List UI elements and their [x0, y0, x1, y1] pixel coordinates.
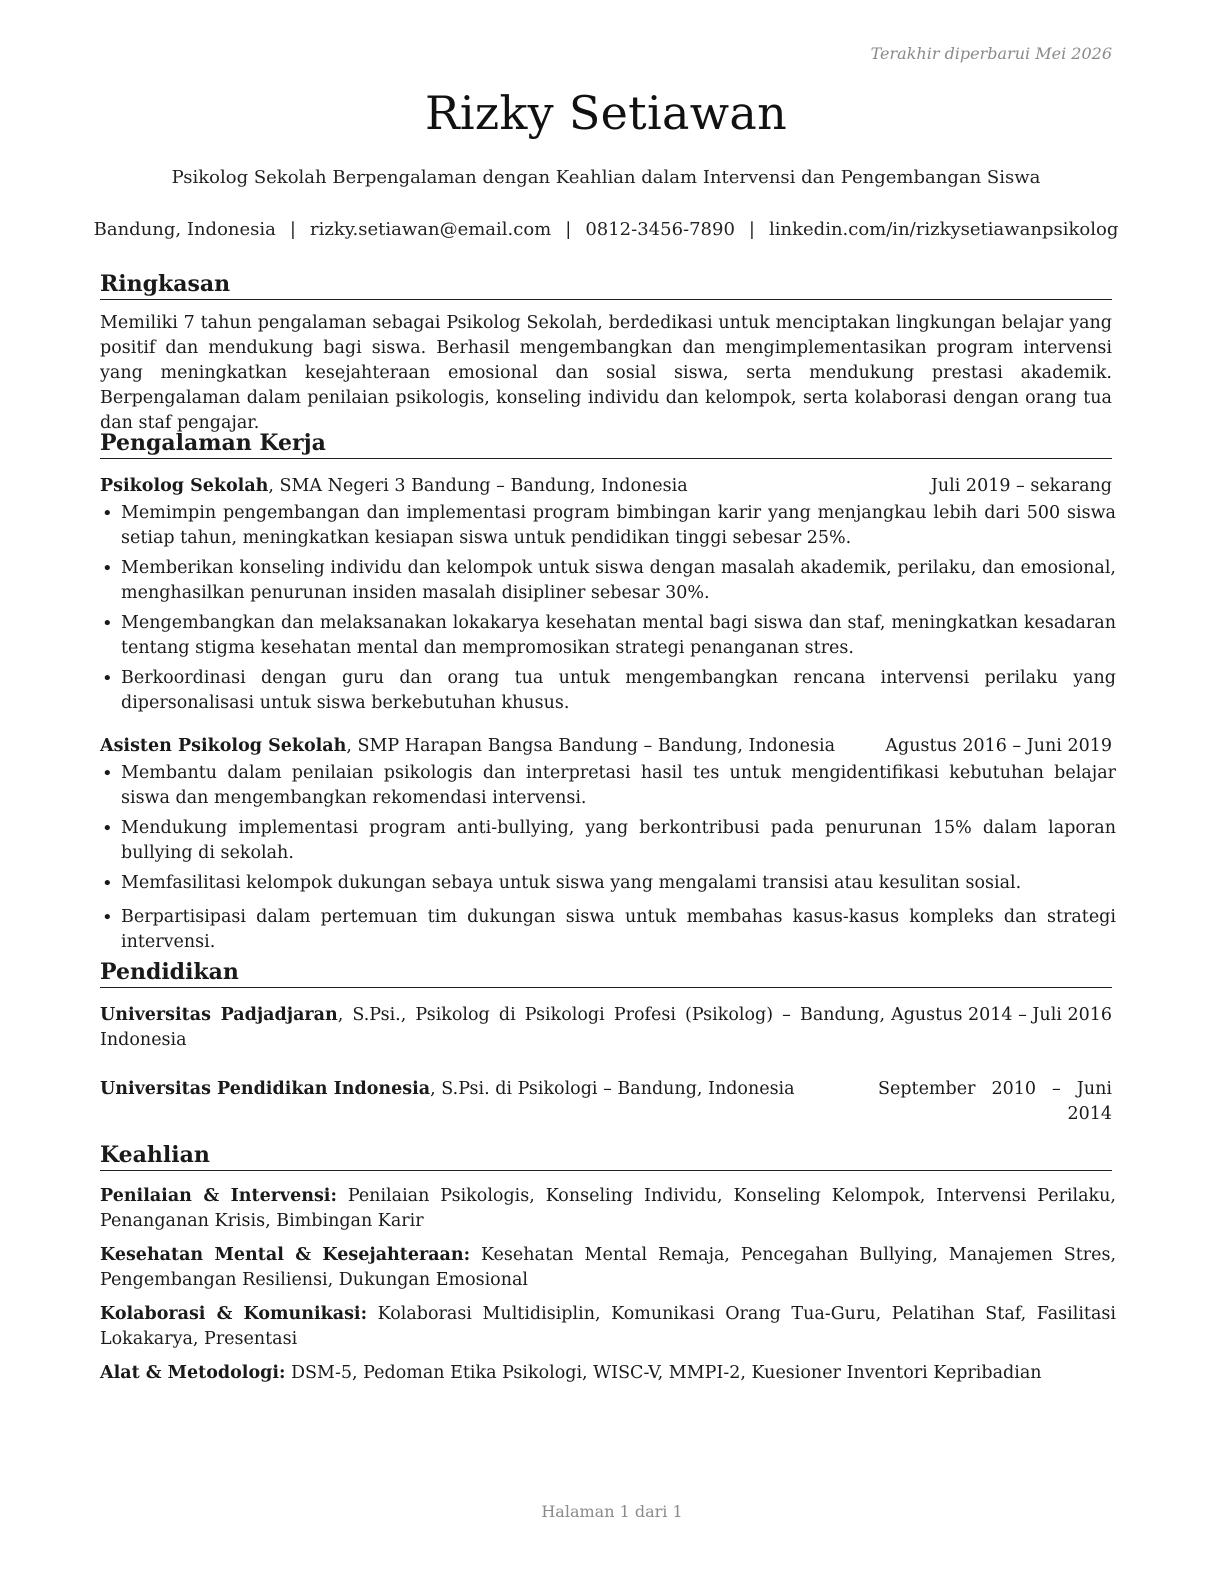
job-bullets: [100, 501, 1116, 716]
job-bullet: • Membantu dalam penilaian psikologis dan interpretasi hasil tes untuk mengidentifikasi kebutuhan belajar siswa dan mengembangkan rekomendasi intervensi.: [100, 761, 1116, 811]
education-detail: , S.Psi., Psikolog di Psikologi Profesi (Psikolog) – Bandung, Indonesia: [100, 1005, 886, 1050]
contact-phone: 0812-3456-7890: [585, 219, 735, 240]
job-org: , SMA Negeri 3 Bandung – Bandung, Indonesia: [268, 476, 688, 496]
job-header: [100, 734, 1112, 759]
contact-separator: |: [289, 219, 296, 240]
experience-section: [100, 429, 1116, 960]
skill-group-label: Alat & Metodologi:: [100, 1363, 286, 1383]
job-bullet: • Berkoordinasi dengan guru dan orang tua untuk mengembangkan rencana intervensi perilaku yang dipersonalisasi untuk siswa berkebutuhan khusus.: [100, 666, 1116, 716]
education-school: Universitas Pendidikan Indonesia: [100, 1079, 431, 1099]
page-number-footer: Halaman 1 dari 1: [541, 1502, 683, 1521]
skill-group-items: Penilaian Psikologis, Konseling Individu, Konseling Kelompok, Intervensi Perilaku, Penanganan Krisis, Bimbingan Karir: [100, 1186, 1116, 1231]
skill-group: [100, 1184, 1116, 1234]
job-bullet: • Mengembangkan dan melaksanakan lokakarya kesehatan mental bagi siswa dan staf, meningkatkan kesadaran tentang stigma kesehatan mental dan mempromosikan strategi penanganan stres.: [100, 611, 1116, 661]
headline: Psikolog Sekolah Berpengalaman dengan Keahlian dalam Intervensi dan Pengembangan Siswa: [171, 167, 1041, 188]
skill-group-items: Kesehatan Mental Remaja, Pencegahan Bullying, Manajemen Stres, Pengembangan Resiliensi, Dukungan Emosional: [100, 1245, 1117, 1290]
skill-group-label: Kolaborasi & Komunikasi:: [100, 1304, 368, 1324]
job-dates: Juli 2019 – sekarang: [930, 476, 1112, 496]
job-bullet: • Memberikan konseling individu dan kelompok untuk siswa dengan masalah akademik, perilaku, dan emosional, menghasilkan penurunan insiden masalah disipliner sebesar 30%.: [100, 556, 1116, 606]
job-bullets: [100, 761, 1116, 955]
job-dates: Agustus 2016 – Juni 2019: [885, 736, 1112, 756]
summary-section: [100, 270, 1112, 436]
skill-group-label: Kesehatan Mental & Kesejahteraan:: [100, 1245, 471, 1265]
skill-group: [100, 1302, 1116, 1352]
education-dates: Agustus 2014 – Juli 2016: [891, 1005, 1112, 1025]
job-bullet: • Berpartisipasi dalam pertemuan tim dukungan siswa untuk membahas kasus-kasus kompleks dan strategi intervensi.: [100, 905, 1116, 955]
contact-line: [92, 219, 1120, 240]
skills-section: [100, 1141, 1117, 1395]
job-bullet: • Mendukung implementasi program anti-bullying, yang berkontribusi pada penurunan 15% dalam laporan bullying di sekolah.: [100, 816, 1116, 866]
job-header: [100, 474, 1112, 499]
skill-group-items: DSM-5, Pedoman Etika Psikologi, WISC-V, MMPI-2, Kuesioner Inventori Kepribadian: [285, 1363, 1042, 1383]
skill-group-label: Penilaian & Intervensi:: [100, 1186, 337, 1206]
education-entry: [100, 1077, 1112, 1127]
last-updated-note: Terakhir diperbarui Mei 2026: [870, 44, 1112, 63]
job-role: Psikolog Sekolah: [100, 476, 269, 496]
job-bullet: • Memimpin pengembangan dan implementasi program bimbingan karir yang menjangkau lebih dari 500 siswa setiap tahun, meningkatkan kesiapan siswa untuk pendidikan tinggi sebesar 25%.: [100, 501, 1116, 551]
education-detail: , S.Psi. di Psikologi – Bandung, Indonesia: [430, 1079, 795, 1099]
job-entry: [100, 734, 1116, 955]
contact-linkedin[interactable]: linkedin.com/in/rizkysetiawanpsikolog: [769, 219, 1119, 240]
education-entry: [100, 1003, 1112, 1053]
job-role: Asisten Psikolog Sekolah: [100, 736, 347, 756]
contact-email[interactable]: rizky.setiawan@email.com: [309, 219, 552, 240]
job-bullet: • Memfasilitasi kelompok dukungan sebaya untuk siswa yang mengalami transisi atau kesulitan sosial.: [100, 871, 1116, 896]
skill-group: [100, 1243, 1116, 1293]
section-title-education: Pendidikan: [100, 958, 1112, 988]
skill-group-items: Kolaborasi Multidisiplin, Komunikasi Orang Tua-Guru, Pelatihan Staf, Fasilitasi Lokakarya, Presentasi: [100, 1304, 1116, 1349]
candidate-name: Rizky Setiawan: [424, 86, 788, 140]
section-title-summary: Ringkasan: [100, 270, 1112, 300]
section-title-experience: Pengalaman Kerja: [100, 429, 1112, 459]
contact-location: Bandung, Indonesia: [93, 219, 276, 240]
education-section: [100, 958, 1112, 1127]
skill-group: [100, 1361, 1116, 1386]
summary-text: Memiliki 7 tahun pengalaman sebagai Psikolog Sekolah, berdedikasi untuk menciptakan lingkungan belajar yang positif dan mendukung bagi siswa. Berhasil mengembangkan dan mengimplementasikan program intervensi yang meningkatkan kesejahteraan emosional dan sosial siswa, serta mendukung prestasi akademik. Berpengalaman dalam penilaian psikologis, konseling individu dan kelompok, serta kolaborasi dengan orang tua dan staf pengajar.: [100, 313, 1112, 433]
education-school: Universitas Padjadjaran: [100, 1005, 338, 1025]
education-dates: September 2010 – Juni 2014: [878, 1079, 1112, 1124]
job-org: , SMP Harapan Bangsa Bandung – Bandung, Indonesia: [346, 736, 836, 756]
contact-separator: |: [748, 219, 755, 240]
section-title-skills: Keahlian: [100, 1141, 1112, 1171]
job-entry: [100, 474, 1116, 716]
contact-separator: |: [565, 219, 572, 240]
